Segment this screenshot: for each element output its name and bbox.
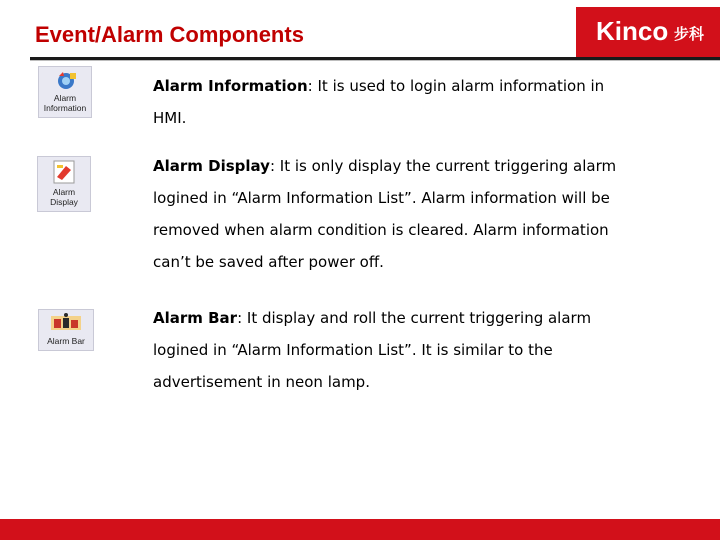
alarm-display-description — [153, 150, 673, 278]
icon-caption: Alarm — [53, 93, 77, 103]
icon-caption: Display — [50, 197, 78, 207]
header-divider-shadow — [30, 60, 720, 61]
term: Alarm Display — [153, 157, 270, 175]
term: Alarm Bar — [153, 309, 238, 327]
description-line: HMI. — [153, 109, 187, 127]
description-line: can’t be saved after power off. — [153, 253, 384, 271]
icon-caption: Information — [43, 103, 87, 113]
footer-bar — [0, 519, 720, 540]
alarm-information-icon[interactable] — [38, 66, 92, 118]
icon-caption: Alarm Bar — [47, 336, 85, 346]
term: Alarm Information — [153, 77, 308, 95]
alarm-display-icon[interactable] — [37, 156, 91, 212]
alarm-information-description — [153, 70, 673, 134]
page-title: Event/Alarm Components — [35, 22, 304, 47]
description-line: Alarm Display: It is only display the current triggering alarm — [153, 157, 617, 175]
description-line: Alarm Bar: It display and roll the current triggering alarm — [153, 309, 592, 327]
description-line: removed when alarm condition is cleared. Alarm information — [153, 221, 609, 239]
description-line: logined in “Alarm Information List”. It is similar to the — [153, 341, 553, 359]
logo-chinese-text: 步科 — [674, 25, 705, 43]
alarm-bar-description — [153, 302, 673, 398]
logo-text: Kinco — [596, 16, 669, 46]
alarm-bar-icon[interactable] — [38, 309, 94, 351]
description-line: logined in “Alarm Information List”. Alarm information will be — [153, 189, 610, 207]
description-line: Alarm Information: It is used to login alarm information in — [153, 77, 605, 95]
description-line: advertisement in neon lamp. — [153, 373, 370, 391]
icon-caption: Alarm — [52, 187, 76, 197]
kinco-logo — [576, 7, 720, 57]
